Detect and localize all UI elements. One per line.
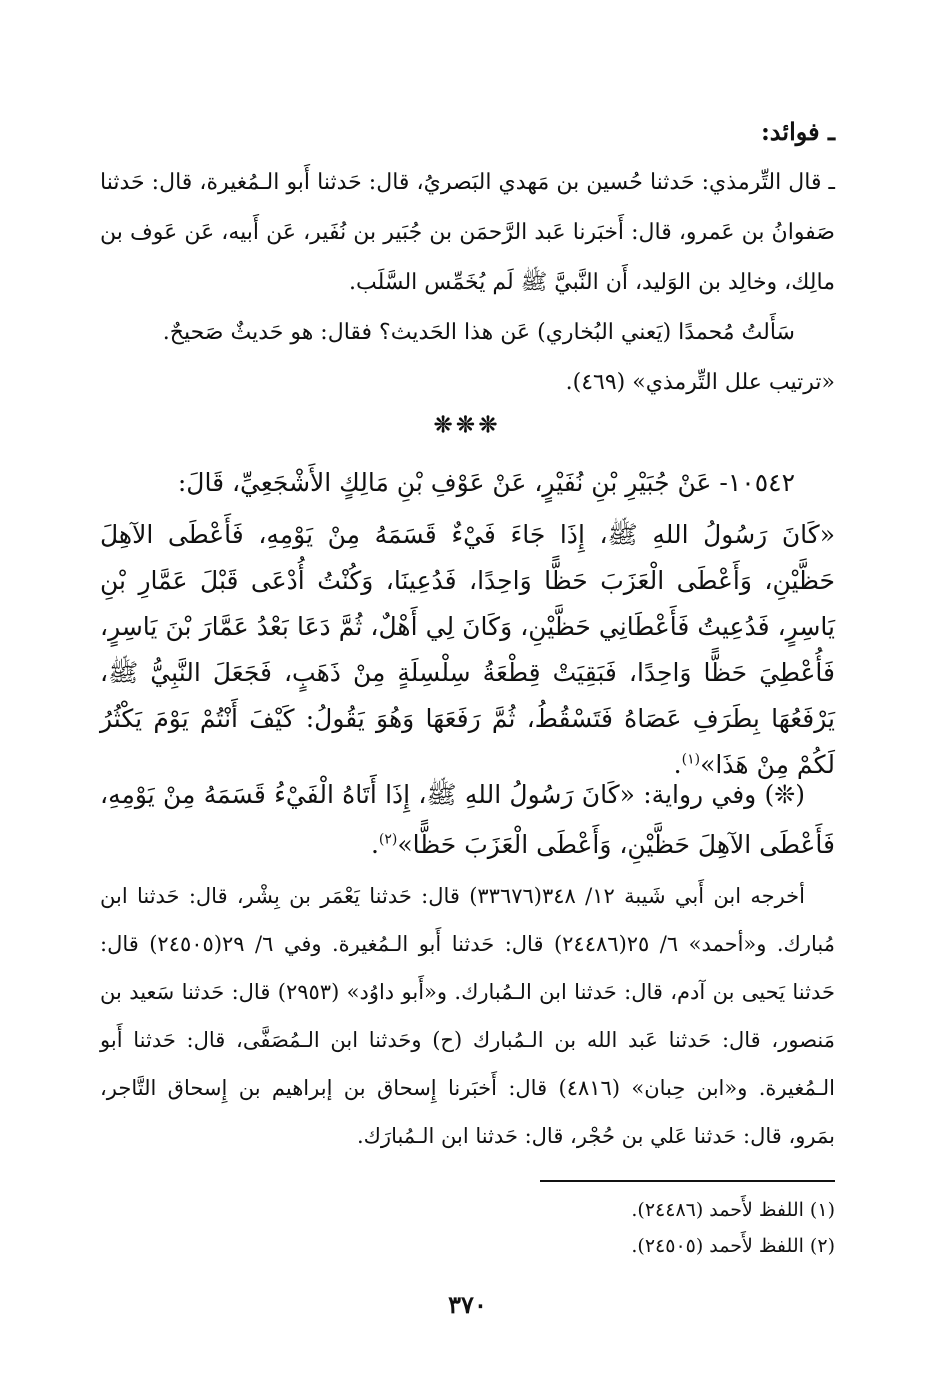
hadith-text: «كَانَ رَسُولُ اللهِ ﷺ، إِذَا جَاءَ فَيْءٌ قَسَمَهُ مِنْ يَوْمِهِ، فَأَعْطَى الآهِلَ حَظَّيْنِ، وَأَعْطَى الْعَزَبَ حَظًّا وَاحِدًا، فَدُعِينَا، وَكُنْتُ أُدْعَى قَبْلَ عَمَّارِ بْنِ يَاسِرٍ، فَدُعِيتُ فَأَعْطَانِي حَظَّيْنِ، وَكَانَ لِي أَهْلٌ، ثُمَّ دَعَا بَعْدُ عَمَّارَ بْنَ يَاسِرٍ، فَأُعْطِيَ حَظًّا وَاحِدًا، فَبَقِيَتْ قِطْعَةُ سِلْسِلَةٍ مِنْ ذَهَبٍ، فَجَعَلَ النَّبِيُّ ﷺ، يَرْفَعُهَا بِطَرَفِ عَصَاهُ فَتَسْقُطُ، ثُمَّ رَفَعَهَا وَهُوَ يَقُولُ: كَيْفَ أَنْتُمْ يَوْمَ يَكْثُرُ لَكُمْ مِنْ هَذَا» bbox=[100, 520, 835, 779]
riwaya-text-end: . bbox=[370, 830, 379, 859]
footnote-item: (١) اللفظ لأَحمد (٢٤٤٨٦). bbox=[631, 1199, 835, 1221]
section-heading: ـ فوائد: bbox=[760, 117, 835, 146]
page-number: ٣٧٠ bbox=[448, 1290, 487, 1319]
footnote-divider bbox=[540, 1180, 835, 1182]
riwaya-text: (❊) وفي رواية: «كَانَ رَسُولُ اللهِ ﷺ، إِذَا أَتَاهُ الْفَيْءُ قَسَمَهُ مِنْ يَوْمِهِ، فَأَعْطَى الآهِلَ حَظَّيْنِ، وَأَعْطَى الْعَزَبَ حَظًّا» bbox=[100, 780, 835, 859]
fawaid-paragraph: ـ قال التِّرمذي: حَدثنا حُسين بن مَهدي البَصريُ، قال: حَدثنا أَبو الـمُغيرة، قال: حَدثنا صَفوانُ بن عَمرو، قال: أَخبَرنا عَبد الرَّحمَن بن جُبَير بن نُفَير، عَن أَبيه، عَن عَوف بن مالِك، وخالِد بن الوَليد، أَن النَّبيَّ ﷺ لَم يُخَمِّس السَّلَب. bbox=[100, 170, 835, 295]
footnotes bbox=[100, 1192, 835, 1264]
footnote-item: (٢) اللفظ لأَحمد (٢٤٥٠٥). bbox=[631, 1235, 835, 1257]
hadith-riwaya bbox=[100, 770, 835, 870]
fawaid-section bbox=[100, 158, 835, 408]
hadith-title: ١٠٥٤٢- عَنْ جُبَيْرِ بْنِ نُفَيْرٍ، عَنْ عَوْفِ بْنِ مَالِكٍ الأَشْجَعِيِّ، قَالَ: bbox=[177, 468, 795, 497]
takhrij-paragraph: أخرجه ابن أَبي شَيبة ١٢/ ٣٤٨(٣٣٦٧٦) قال: حَدثنا يَعْمَر بن بِشْر، قال: حَدثنا ابن مُبارك. و«أحمد» ٦/ ٢٥(٢٤٤٨٦) قال: حَدثنا أَبو الـمُغيرة. وفي ٦/ ٢٩(٢٤٥٠٥) قال: حَدثنا يَحيى بن آدم، قال: حَدثنا ابن الـمُبارك. و«أَبو داوُد» (٢٩٥٣) قال: حَدثنا سَعيد بن مَنصور، قال: حَدثنا عَبد الله بن الـمُبارك (ح) وحَدثنا ابن الـمُصَفَّى، قال: حَدثنا أَبو الـمُغيرة. و«ابن حِبان» (٤٨١٦) قال: أَخبَرنا إِسحاق بن إبراهيم بن إِسحاق التَّاجر، بمَرو، قال: حَدثنا عَلي بن حُجْر، قال: حَدثنا ابن الـمُبارَك. bbox=[100, 884, 835, 1148]
hadith-text-end: . bbox=[673, 750, 682, 779]
footnote-marker[interactable]: (١) bbox=[681, 751, 701, 768]
fawaid-reference: «ترتيب علل التِّرمذي» (٤٦٩). bbox=[565, 370, 835, 395]
hadith-body bbox=[100, 512, 835, 788]
section-separator: ❊❊❊ bbox=[433, 412, 502, 438]
fawaid-paragraph: سَأَلتُ مُحمدًا (يَعني البُخاري) عَن هذا الحَديث؟ فقال: هو حَديثٌ صَحيحٌ. bbox=[162, 320, 795, 345]
footnote-marker[interactable]: (٢) bbox=[378, 831, 398, 848]
